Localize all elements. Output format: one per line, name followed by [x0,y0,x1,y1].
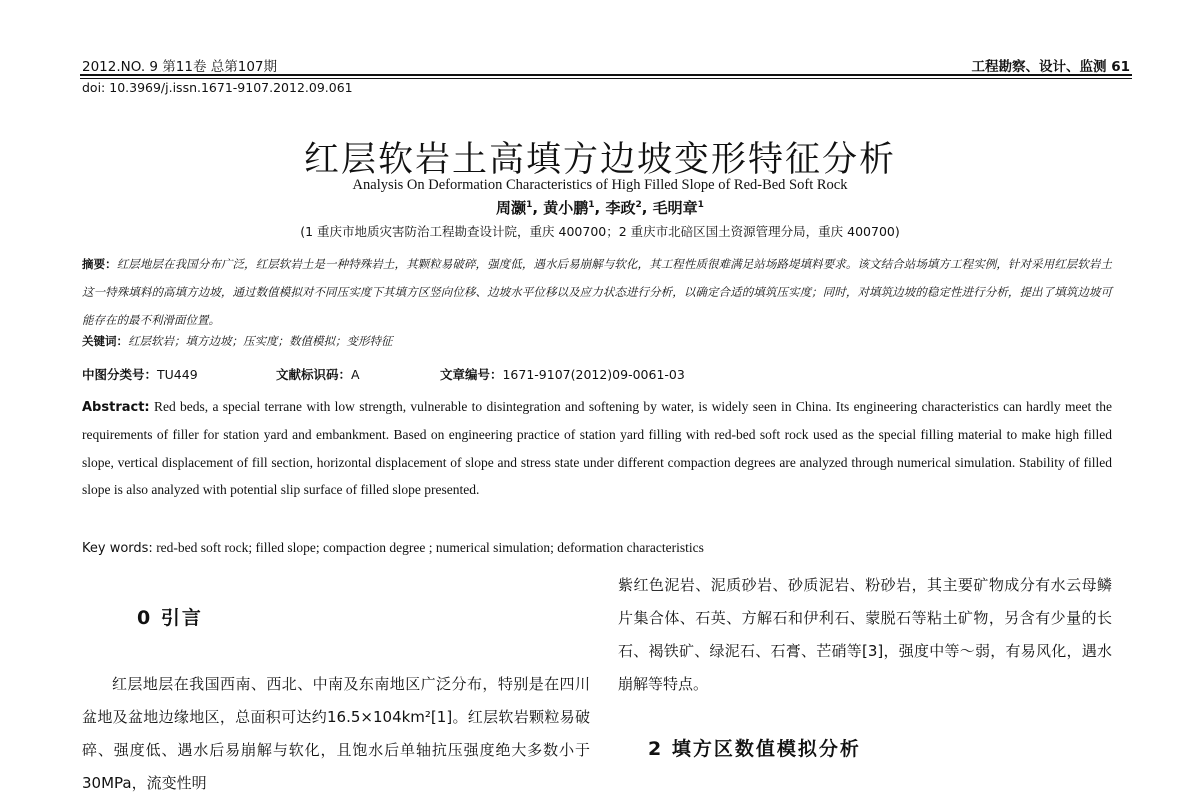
paper-title-english: Analysis On Deformation Characteristics of High Filled Slope of Red-Bed Soft Rock [352,177,848,193]
journal-issue-info: 2012.NO. 9 第11卷 总第107期 [82,59,278,75]
body-text-left: 红层地层在我国西南、西北、中南及东南地区广泛分布，特别是在四川盆地及盆地边缘地区，总面积可达约16.5×104km²[1]。红层软岩颗粒易破碎、强度低、遇水后易崩解与软化，且饱水后单轴抗压强度绝大多数小于30MPa，流变性明 [82,675,590,792]
header-rule-thin [80,78,1132,79]
clc-code: TU449 [157,367,198,382]
affiliations: (1 重庆市地质灾害防治工程勘查设计院，重庆 400700；2 重庆市北碚区国土资源管理分局，重庆 400700) [300,224,900,239]
doi: doi: 10.3969/j.issn.1671-9107.2012.09.061 [82,80,353,95]
keywords-label: 关键词： [82,334,128,348]
author-affil-mark: 1 [588,200,595,210]
author-affil-mark: 2 [635,200,642,210]
abstract-label: 摘要： [82,257,117,271]
header-rule-thick [80,74,1132,76]
author-name: 毛明章 [652,199,698,217]
article-no: 1671-9107(2012)09-0061-03 [502,367,685,382]
section-heading-introduction: 0 引言 [137,607,203,629]
author-affil-mark: 1 [526,200,533,210]
abstract-text: 红层地层在我国分布广泛，红层软岩土是一种特殊岩土，其颗粒易破碎，强度低，遇水后易崩解与软化，其工程性质很难满足站场路堤填料要求。该文结合站场填方工程实例，针对采用红层软岩土这一特殊填料的高填方边坡，通过数值模拟对不同压实度下其填方区竖向位移、边坡水平位移以及应力状态进行分析，以确定合适的填筑压实度；同时，对填筑边坡的稳定性进行分析，提出了填筑边坡可能存在的最不利滑面位置。 [82,257,1113,327]
abstract-en-label: Abstract: [82,400,150,415]
article-no-label: 文章编号： [439,367,503,382]
paper-title: 红层软岩土高填方边坡变形特征分析 [303,140,896,180]
abstract-chinese [82,250,1112,334]
clc-label: 中图分类号： [82,367,158,382]
body-text-right: 紫红色泥岩、泥质砂岩、砂质泥岩、粉砂岩，其主要矿物成分有水云母鳞片集合体、石英、方解石和伊利石、蒙脱石等粘土矿物，另含有少量的长石、褐铁矿、绿泥石、石膏、芒硝等[3]，强度中等～弱，有易风化，遇水崩解等特点。 [618,576,1112,693]
doc-code: A [351,367,360,382]
abstract-en-text: Red beds, a special terrane with low strength, vulnerable to disintegration and softening by water, is widely seen in China. Its engineering characteristics can hardly meet the requirements of filler for station yard and embankment. Based on engineering practice of station yard filling with red-bed soft rock used as the special filling material to make high filled slope, vertical displacement of fill section, horizontal displacement of slope and stress state under different compaction degrees are analyzed through numerical simulation. Stability of filled slope is also analyzed with potential slip surface of filled slope presented. [82,399,1113,497]
keywords-text: 红层软岩；填方边坡；压实度；数值模拟；变形特征 [128,334,393,348]
keywords-en-label: Key words: [82,541,153,556]
journal-section-page: 工程勘察、设计、监测 61 [971,59,1130,75]
author-name: 李政 [605,199,636,217]
section-heading-numerical-simulation: 2 填方区数值模拟分析 [648,738,861,760]
author-name: 黄小鹏 [543,199,589,217]
keywords-en-text: red-bed soft rock; filled slope; compaction degree ; numerical simulation; deformation characteristics [156,540,704,555]
author-name: 周灏 [496,199,527,217]
keywords-english [82,540,704,556]
classification-line [82,365,685,383]
keywords-chinese [82,333,393,349]
author-list: 周灏$^1$, 黄小鹏$^1$, 李政$^2$, 毛明章$^1$ [496,199,704,217]
abstract-english [82,393,1112,503]
author-affil-mark: 1 [697,200,704,210]
doc-code-label: 文献标识码： [275,367,351,382]
